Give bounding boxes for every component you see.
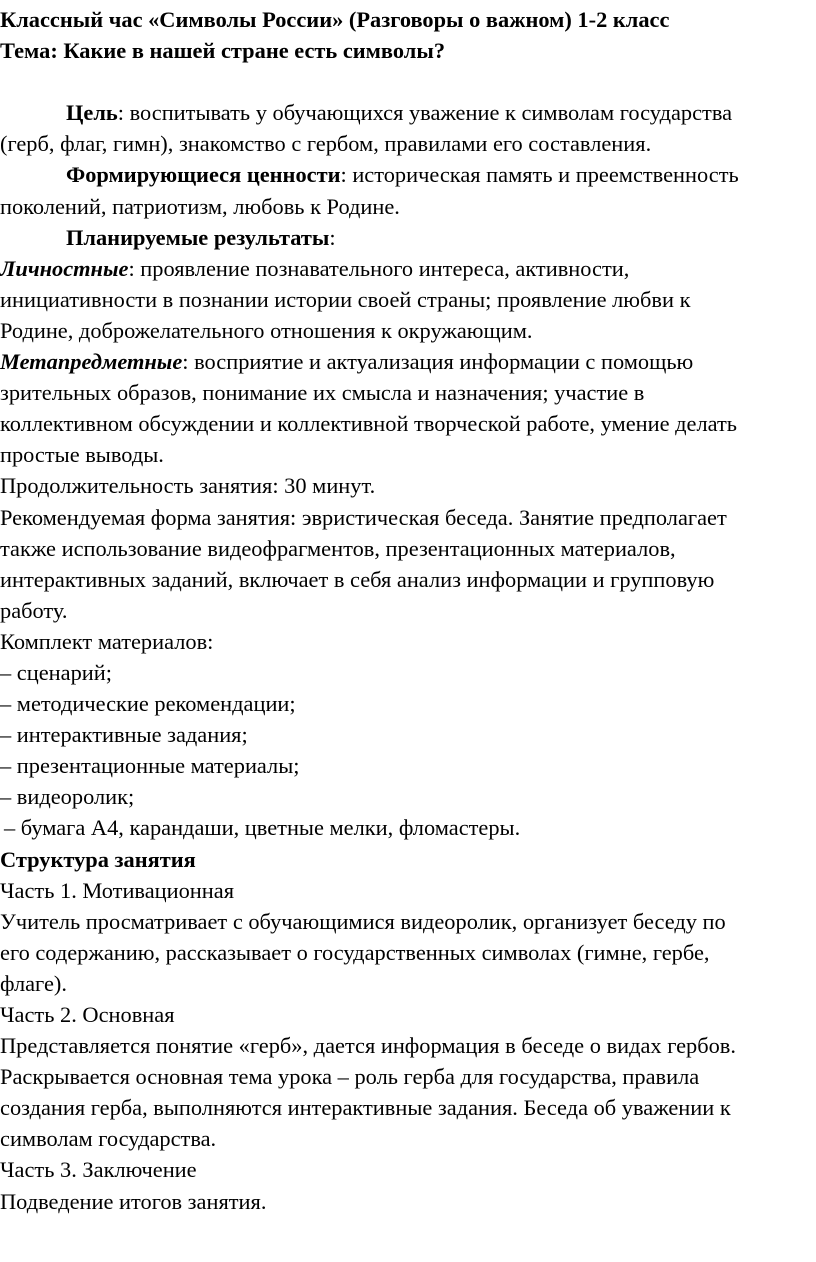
form-text-line1: Рекомендуемая форма занятия: эвристическая беседа. Занятие предполагает bbox=[0, 504, 727, 530]
materials-item: – презентационные материалы; bbox=[0, 753, 300, 779]
personal-text-line3: Родине, доброжелательного отношения к окружающим. bbox=[0, 317, 533, 343]
part2-text-line2: Раскрывается основная тема урока – роль герба для государства, правила bbox=[0, 1064, 700, 1090]
part3-title: Часть 3. Заключение bbox=[0, 1157, 197, 1183]
part2-text-line3: создания герба, выполняются интерактивные задания. Беседа об уважении к bbox=[0, 1095, 731, 1121]
meta-label: Метапредметные bbox=[0, 349, 183, 375]
materials-title: Комплект материалов: bbox=[0, 628, 214, 654]
results-label: Планируемые результаты bbox=[66, 224, 330, 250]
personal-results bbox=[0, 253, 816, 284]
part1-text-line2: его содержанию, рассказывает о государственных символах (гимне, гербе, bbox=[0, 939, 710, 965]
values-text-line2: поколений, патриотизм, любовь к Родине. bbox=[0, 193, 400, 219]
meta-text-line3: коллективном обсуждении и коллективной творческой работе, умение делать bbox=[0, 411, 737, 437]
part2-text-line4: символам государства. bbox=[0, 1126, 217, 1152]
personal-text-line1: : проявление познавательного интереса, активности, bbox=[128, 255, 630, 281]
personal-text-line2: инициативности в познании истории своей страны; проявление любви к bbox=[0, 286, 691, 312]
document-topic: Тема: Какие в нашей стране есть символы? bbox=[0, 38, 446, 64]
form-text-line3: интерактивных заданий, включает в себя анализ информации и групповую bbox=[0, 566, 715, 592]
materials-item: – интерактивные задания; bbox=[0, 722, 248, 748]
materials-item: – бумага А4, карандаши, цветные мелки, фломастеры. bbox=[4, 815, 521, 841]
form-text-line4: работу. bbox=[0, 597, 68, 623]
goal-text-line1: : воспитывать у обучающихся уважение к символам государства bbox=[117, 100, 733, 126]
meta-text-line2: зрительных образов, понимание их смысла и назначения; участие в bbox=[0, 380, 645, 406]
form-text-line2: также использование видеофрагментов, презентационных материалов, bbox=[0, 535, 676, 561]
blank-line bbox=[0, 66, 816, 97]
goal-label: Цель bbox=[66, 100, 118, 126]
personal-label: Личностные bbox=[0, 255, 129, 281]
materials-item: – сценарий; bbox=[0, 659, 112, 685]
results-colon: : bbox=[329, 224, 336, 250]
part2-text-line1: Представляется понятие «герб», дается информация в беседе о видах гербов. bbox=[0, 1033, 736, 1059]
values-paragraph bbox=[0, 159, 816, 190]
results-heading bbox=[0, 222, 816, 253]
part1-text-line3: флаге). bbox=[0, 970, 67, 996]
meta-text-line4: простые выводы. bbox=[0, 442, 164, 468]
materials-item: – видеоролик; bbox=[0, 784, 135, 810]
goal-paragraph bbox=[0, 97, 816, 128]
values-label: Формирующиеся ценности bbox=[66, 162, 341, 188]
materials-item: – методические рекомендации; bbox=[0, 691, 296, 717]
part2-title: Часть 2. Основная bbox=[0, 1002, 175, 1027]
part3-text-line1: Подведение итогов занятия. bbox=[0, 1188, 267, 1214]
structure-title: Структура занятия bbox=[0, 846, 196, 872]
part1-title: Часть 1. Мотивационная bbox=[0, 877, 235, 903]
meta-text-line1: : восприятие и актуализация информации с помощью bbox=[182, 349, 694, 375]
meta-results bbox=[0, 346, 816, 377]
values-text-line1: : историческая память и преемственность bbox=[340, 162, 739, 188]
duration-text: Продолжительность занятия: 30 минут. bbox=[0, 473, 376, 499]
part1-text-line1: Учитель просматривает с обучающимися видеоролик, организует беседу по bbox=[0, 908, 726, 934]
goal-text-line2: (герб, флаг, гимн), знакомство с гербом, правилами его составления. bbox=[0, 131, 652, 157]
document-title: Классный час «Символы России» (Разговоры о важном) 1-2 класс bbox=[0, 7, 670, 32]
